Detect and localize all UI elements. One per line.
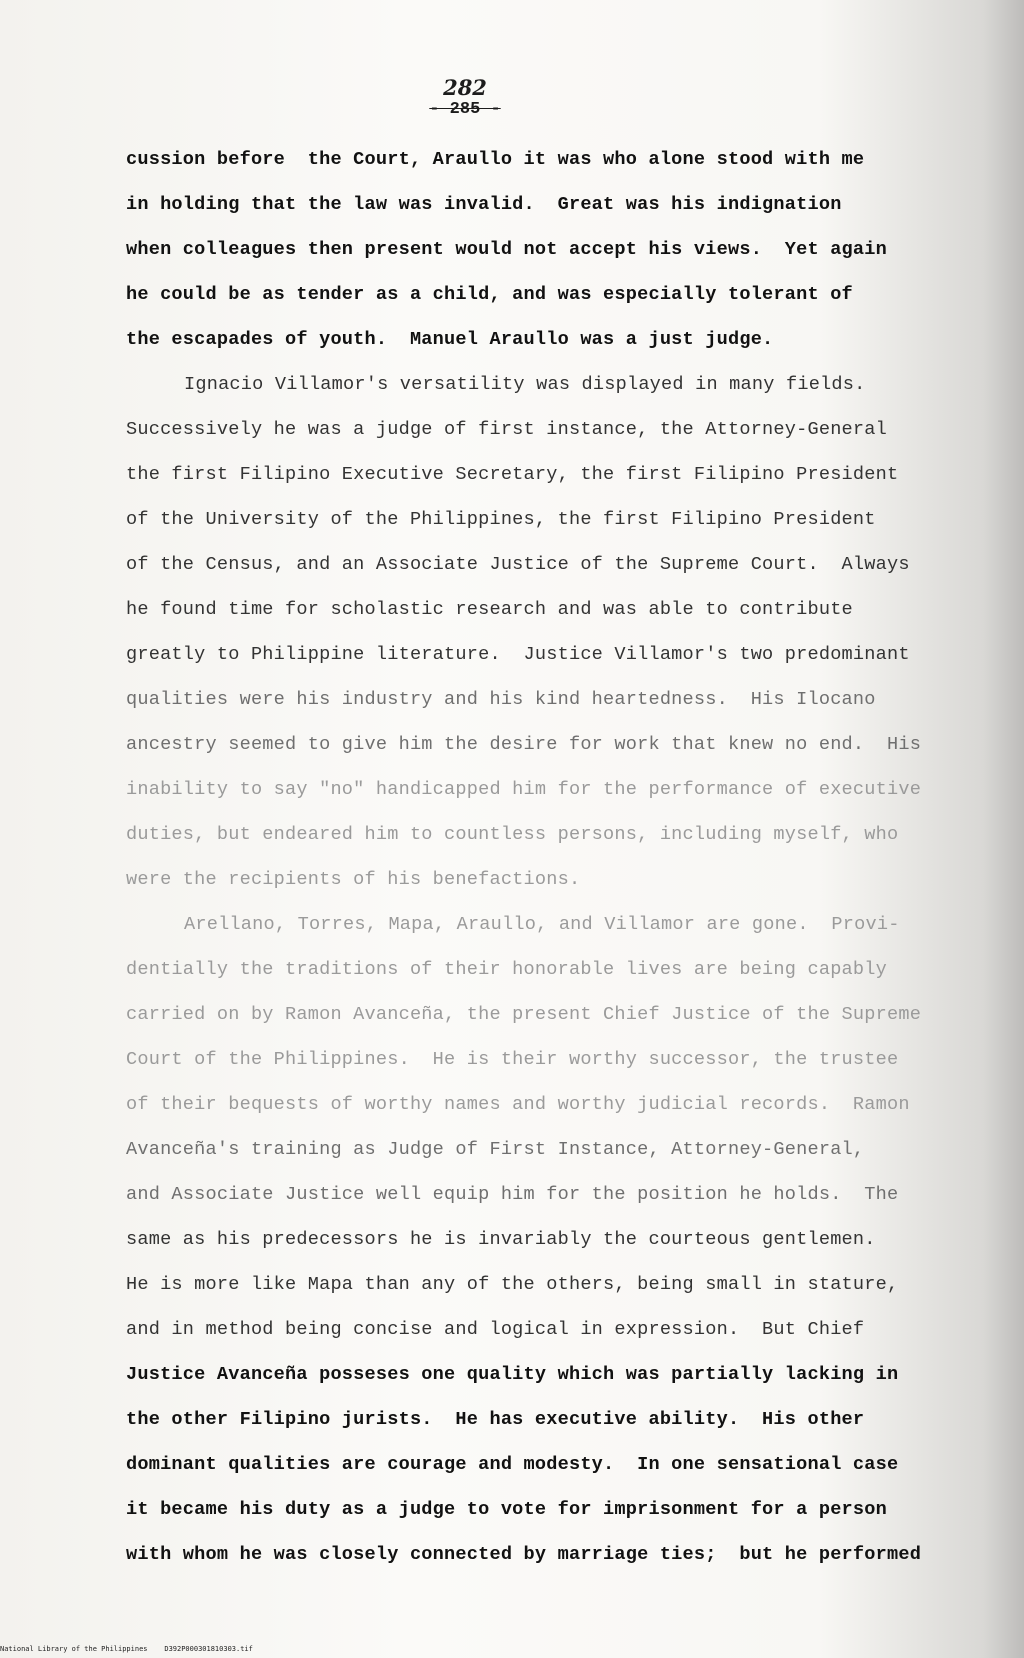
text-line: the first Filipino Executive Secretary, the first Filipino President [126,464,899,485]
text-line: He is more like Mapa than any of the others, being small in stature, [126,1274,899,1295]
text-line: Arellano, Torres, Mapa, Araullo, and Villamor are gone. Provi- [184,914,900,935]
text-line: dominant qualities are courage and modesty. In one sensational case [126,1454,899,1475]
text-line: when colleagues then present would not accept his views. Yet again [126,239,887,260]
text-line: with whom he was closely connected by marriage ties; but he performed [126,1544,922,1565]
text-line: of the University of the Philippines, the first Filipino President [126,509,876,530]
body-text [126,145,956,1585]
text-line: Avanceña's training as Judge of First Instance, Attorney-General, [126,1139,865,1160]
text-line: were the recipients of his benefactions. [126,869,581,890]
text-line: the other Filipino jurists. He has executive ability. His other [126,1409,865,1430]
text-line: carried on by Ramon Avanceña, the present Chief Justice of the Supreme [126,1004,922,1025]
handwritten-page-number: 282 [443,75,487,100]
text-line: Justice Avanceña posseses one quality which was partially lacking in [126,1364,899,1385]
text-line: Court of the Philippines. He is their worthy successor, the trustee [126,1049,899,1070]
text-line: the escapades of youth. Manuel Araullo was a just judge. [126,329,774,350]
text-line: cussion before the Court, Araullo it was who alone stood with me [126,149,865,170]
text-line: he could be as tender as a child, and was especially tolerant of [126,284,853,305]
text-line: ancestry seemed to give him the desire for work that knew no end. His [126,734,922,755]
text-line: and Associate Justice well equip him for the position he holds. The [126,1184,899,1205]
text-line: same as his predecessors he is invariably the courteous gentlemen. [126,1229,876,1250]
text-line: Successively he was a judge of first instance, the Attorney-General [126,419,887,440]
text-line: and in method being concise and logical in expression. But Chief [126,1319,865,1340]
text-line: qualities were his industry and his kind heartedness. His Ilocano [126,689,876,710]
text-line: Ignacio Villamor's versatility was displayed in many fields. [184,374,866,395]
text-line: it became his duty as a judge to vote for imprisonment for a person [126,1499,887,1520]
text-line: greatly to Philippine literature. Justice Villamor's two predominant [126,644,910,665]
text-line: he found time for scholastic research and was able to contribute [126,599,853,620]
text-line: inability to say "no" handicapped him for the performance of executive [126,779,922,800]
text-line: of the Census, and an Associate Justice of the Supreme Court. Always [126,554,910,575]
text-line: of their bequests of worthy names and worthy judicial records. Ramon [126,1094,910,1115]
text-line: in holding that the law was invalid. Great was his indignation [126,194,842,215]
typed-page-number: - 285 - [429,100,501,119]
text-line: dentially the traditions of their honorable lives are being capably [126,959,887,980]
text-line: duties, but endeared him to countless persons, including myself, who [126,824,899,845]
archive-footer: National Library of the Philippines D392P000301810303.tif [0,1645,253,1653]
